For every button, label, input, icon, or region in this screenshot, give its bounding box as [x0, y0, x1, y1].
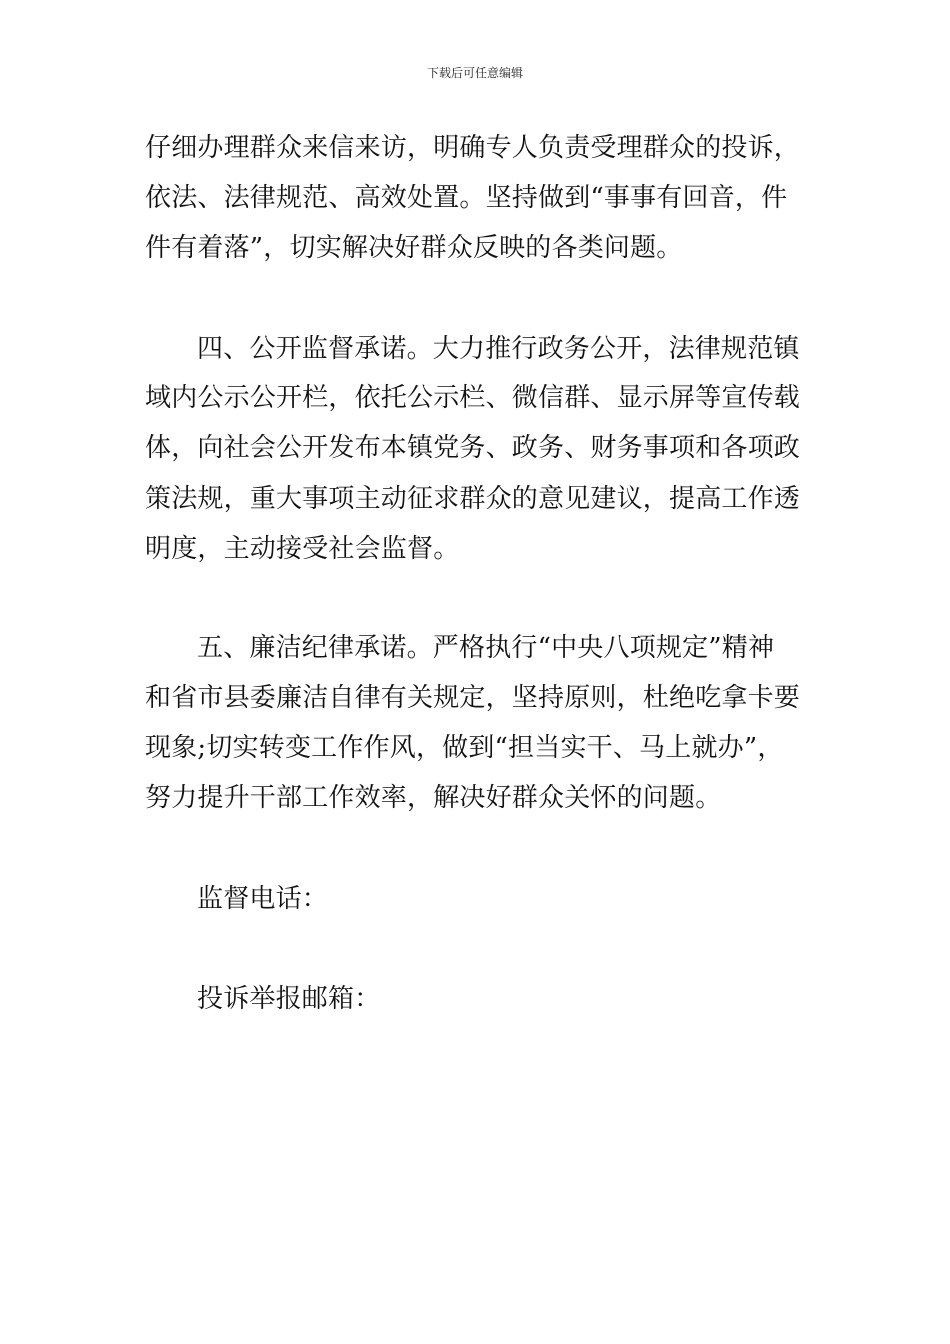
paragraph-2-line-2: 域内公示公开栏，依托公示栏、微信群、显示屏等宣传载 [145, 383, 801, 413]
paragraph-2-line-3: 体，向社会公开发布本镇党务、政务、财务事项和各项政 [145, 433, 801, 463]
paragraph-1-line-3: 件有着落”，切实解决好群众反映的各类问题。 [145, 233, 683, 263]
paragraph-1-line-2: 依法、法律规范、高效处置。坚持做到“事事有回音，件 [145, 183, 788, 213]
paragraph-3-line-2: 和省市县委廉洁自律有关规定，坚持原则，杜绝吃拿卡要 [145, 683, 801, 713]
paragraph-2-line-4: 策法规，重大事项主动征求群众的意见建议，提高工作透 [145, 484, 801, 514]
paragraph-3-line-4: 努力提升干部工作效率，解决好群众关怀的问题。 [145, 783, 722, 813]
supervision-phone-label: 监督电话： [197, 884, 329, 914]
paragraph-1-line-1: 仔细办理群众来信来访，明确专人负责受理群众的投诉， [145, 133, 801, 163]
paragraph-3-line-1: 五、廉洁纪律承诺。严格执行“中央八项规定”精神 [197, 633, 775, 663]
complaint-email-label: 投诉举报邮箱： [197, 984, 381, 1014]
paragraph-2-line-1: 四、公开监督承诺。大力推行政务公开，法律规范镇 [197, 334, 800, 364]
paragraph-3-line-3: 现象;切实转变工作作风，做到“担当实干、马上就办”， [145, 733, 784, 763]
paragraph-2-line-5: 明度，主动接受社会监督。 [145, 534, 460, 564]
page-header: 下载后可任意编辑 [426, 66, 523, 80]
